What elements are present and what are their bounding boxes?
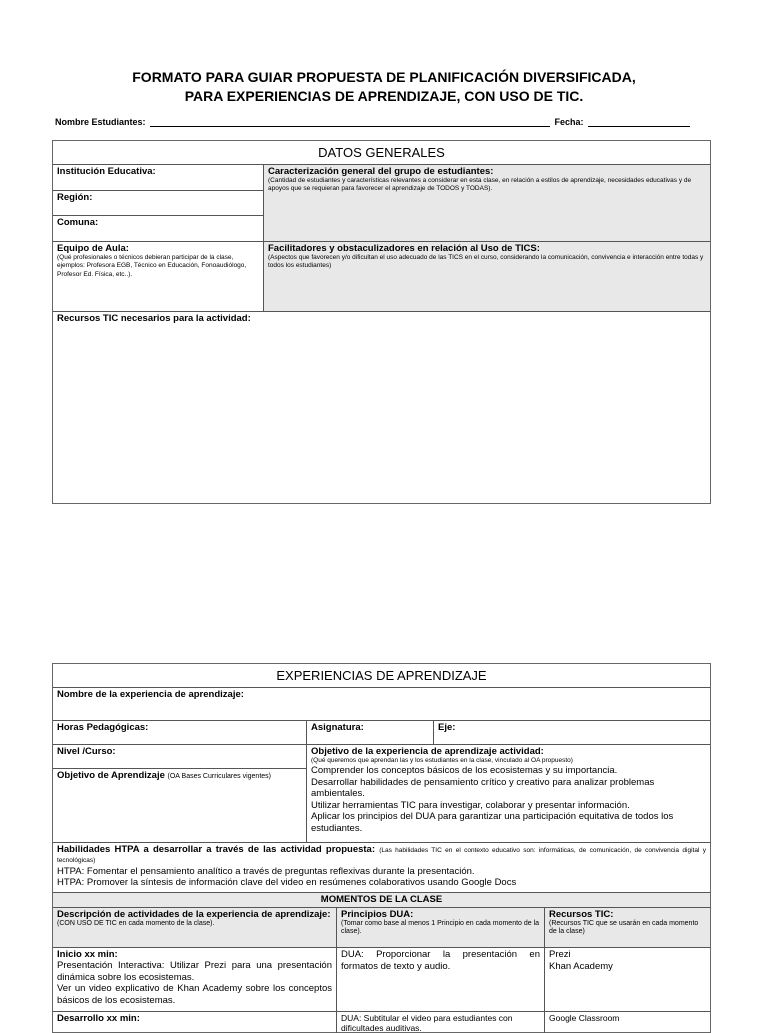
asignatura-label: Asignatura: bbox=[311, 722, 364, 733]
inicio-dua-cell[interactable] bbox=[336, 947, 544, 1011]
nombre-experiencia-label: Nombre de la experiencia de aprendizaje: bbox=[57, 689, 244, 700]
caracterizacion-cell[interactable] bbox=[263, 165, 710, 241]
facilitadores-label: Facilitadores y obstaculizadores en relación al Uso de TICS: bbox=[268, 243, 540, 254]
facilitadores-cell[interactable] bbox=[263, 241, 710, 311]
inicio-cell[interactable] bbox=[53, 947, 336, 1011]
col3-label: Recursos TIC: bbox=[549, 909, 614, 920]
equipo-aula-label: Equipo de Aula: bbox=[57, 243, 129, 254]
col2-label: Principios DUA: bbox=[341, 909, 414, 920]
htpa-cell[interactable] bbox=[53, 842, 710, 892]
momentos-heading bbox=[53, 892, 710, 907]
recursos-tic-label: Recursos TIC necesarios para la actividad: bbox=[57, 313, 251, 324]
date-label: Fecha: bbox=[554, 117, 584, 127]
nivel-curso-cell[interactable] bbox=[53, 744, 306, 768]
momentos-col1-header bbox=[53, 907, 336, 947]
col1-label: Descripción de actividades de la experiencia de aprendizaje: bbox=[57, 909, 331, 920]
desarrollo-recursos-cell[interactable] bbox=[544, 1011, 710, 1033]
inicio-text-1: Presentación Interactiva: Utilizar Prezi para una presentación dinámica sobre los ecosistemas. bbox=[57, 960, 332, 983]
eje-cell[interactable] bbox=[433, 720, 710, 744]
title-line-1: FORMATO PARA GUIAR PROPUESTA DE PLANIFICACIÓN DIVERSIFICADA, bbox=[132, 69, 636, 85]
document-title bbox=[0, 68, 768, 106]
caracterizacion-label: Caracterización general del grupo de estudiantes: bbox=[268, 166, 494, 177]
objetivo-item: Utilizar herramientas TIC para investigar, colaborar y presentar información. bbox=[311, 799, 630, 811]
experiencias-table bbox=[52, 663, 711, 1033]
inicio-recurso: Khan Academy bbox=[549, 960, 613, 972]
inicio-label: Inicio xx min: bbox=[57, 949, 118, 960]
objetivo-item: Aplicar los principios del DUA para garantizar una participación equitativa de todos los estudiantes. bbox=[311, 811, 674, 834]
recursos-tic-cell[interactable] bbox=[53, 311, 710, 503]
objetivo-item: Comprender los conceptos básicos de los ecosistemas y su importancia. bbox=[311, 765, 618, 777]
desarrollo-dua-cell[interactable] bbox=[336, 1011, 544, 1033]
eje-label: Eje: bbox=[438, 722, 456, 733]
momentos-col3-header bbox=[544, 907, 710, 947]
momentos-col2-header bbox=[336, 907, 544, 947]
desarrollo-recurso: Google Classroom bbox=[549, 1013, 620, 1023]
col2-note: (Tomar como base al menos 1 Principio en cada momento de la clase). bbox=[341, 920, 540, 936]
equipo-aula-cell[interactable] bbox=[53, 241, 263, 311]
equipo-aula-note: (Qué profesionales o técnicos debieran participar de la clase, ejemplos: Profesora EGB, Técnico en Educación, Fonoaudiólogo, Profesor Ed. Física, etc..). bbox=[57, 254, 247, 278]
comuna-label: Comuna: bbox=[57, 217, 99, 228]
title-line-2: PARA EXPERIENCIAS DE APRENDIZAJE, CON USO DE TIC. bbox=[184, 88, 584, 104]
students-name-line[interactable] bbox=[150, 117, 550, 127]
htpa-note: (Las habilidades TIC en el contexto educativo son: informáticas, de comunicación, de convivencia digital y tecnológicas) bbox=[57, 847, 706, 865]
region-label: Región: bbox=[57, 192, 93, 203]
htpa-heading bbox=[57, 844, 706, 866]
objetivo-aprendizaje-note: (OA Bases Curriculares vigentes) bbox=[167, 773, 271, 780]
objetivo-aprendizaje-label: Objetivo de Aprendizaje bbox=[57, 770, 165, 781]
desarrollo-cell[interactable] bbox=[53, 1011, 336, 1033]
htpa-label: Habilidades HTPA a desarrollar a través de las actividad propuesta: bbox=[57, 844, 375, 855]
students-label: Nombre Estudiantes: bbox=[55, 117, 146, 127]
nivel-curso-label: Nivel /Curso: bbox=[57, 746, 116, 757]
htpa-item: HTPA: Fomentar el pensamiento analítico a través de preguntas reflexivas durante la presentación. bbox=[57, 865, 475, 877]
objetivo-aprendizaje-text bbox=[57, 770, 302, 782]
inicio-dua-text: DUA: Proporcionar la presentación en formatos de texto y audio. bbox=[341, 949, 540, 972]
col1-note: (CON USO DE TIC en cada momento de la clase). bbox=[57, 920, 215, 927]
datos-generales-table bbox=[52, 140, 711, 504]
momentos-heading-text: MOMENTOS DE LA CLASE bbox=[320, 894, 443, 905]
institucion-label: Institución Educativa: bbox=[57, 166, 156, 177]
objetivo-experiencia-label: Objetivo de la experiencia de aprendizaje actividad: bbox=[311, 746, 544, 757]
date-line[interactable] bbox=[588, 117, 690, 127]
inicio-recursos-cell[interactable] bbox=[544, 947, 710, 1011]
horas-label: Horas Pedagógicas: bbox=[57, 722, 149, 733]
experiencias-heading: EXPERIENCIAS DE APRENDIZAJE bbox=[53, 664, 710, 688]
inicio-recurso: Prezi bbox=[549, 949, 571, 960]
student-name-row bbox=[55, 117, 700, 127]
nombre-experiencia-cell[interactable] bbox=[53, 688, 710, 720]
institucion-cell[interactable] bbox=[53, 165, 263, 190]
asignatura-cell[interactable] bbox=[306, 720, 433, 744]
objetivo-item: Desarrollar habilidades de pensamiento crítico y creativo para analizar problemas ambientales. bbox=[311, 776, 655, 800]
region-cell[interactable] bbox=[53, 190, 263, 215]
objetivo-aprendizaje-cell[interactable] bbox=[53, 768, 306, 842]
col3-note: (Recursos TIC que se usarán en cada momento de la clase) bbox=[549, 920, 699, 936]
objetivo-experiencia-note: (Qué queremos que aprendan las y los estudiantes en la clase, vinculado al OA propuesto) bbox=[311, 757, 573, 764]
horas-cell[interactable] bbox=[53, 720, 306, 744]
facilitadores-note: (Aspectos que favorecen y/o dificultan el uso adecuado de las TICS en el curso, considerando la comunicación, convivencia e interacción entre todas y todos los estudiantes) bbox=[268, 254, 704, 270]
desarrollo-label: Desarrollo xx min: bbox=[57, 1013, 140, 1024]
htpa-item: HTPA: Promover la síntesis de información clave del video en resúmenes colaborativos usando Google Docs bbox=[57, 877, 517, 889]
inicio-text-2: Ver un video explicativo de Khan Academy sobre los conceptos básicos de los ecosistemas. bbox=[57, 983, 332, 1006]
desarrollo-dua-text: DUA: Subtitular el video para estudiantes con dificultades auditivas. bbox=[341, 1013, 513, 1033]
datos-generales-heading: DATOS GENERALES bbox=[53, 141, 710, 165]
caracterizacion-note: (Cantidad de estudiantes y características relevantes a considerar en esta clase, en relación a estilos de aprendizaje, necesidades educativas y de apoyos que se requieran para favorecer el aprendizaje de TODOS y TODAS). bbox=[268, 177, 692, 193]
objetivo-experiencia-cell[interactable] bbox=[306, 744, 710, 842]
comuna-cell[interactable] bbox=[53, 215, 263, 241]
